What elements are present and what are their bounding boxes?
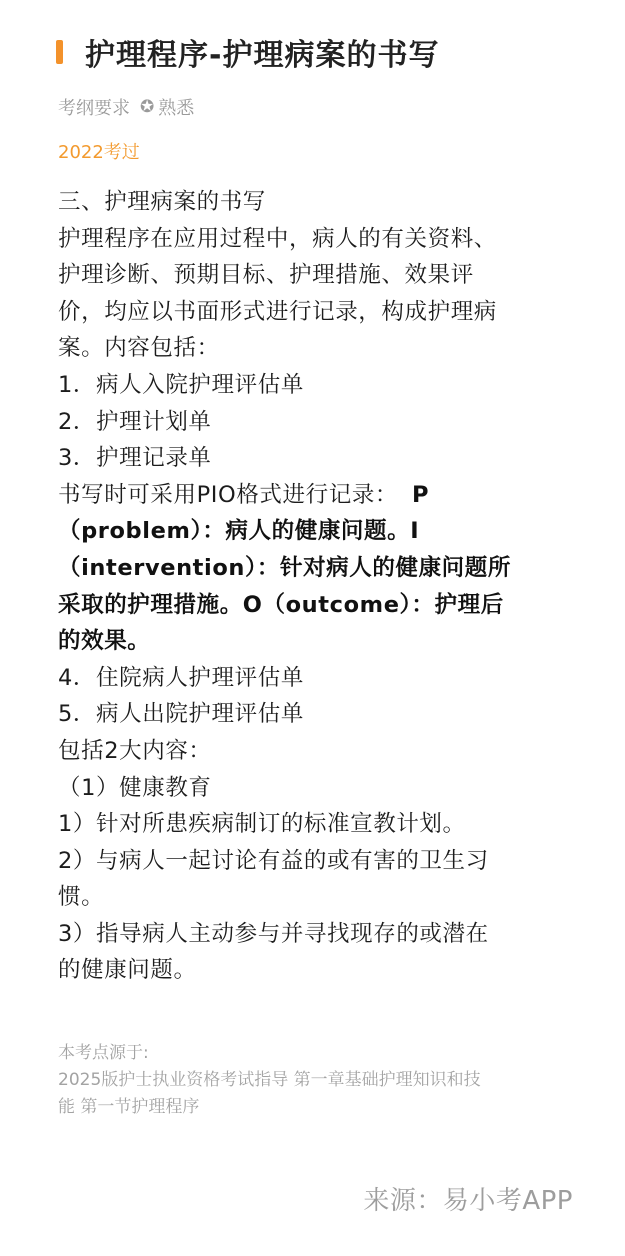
body-line-bold: 的效果。 (58, 628, 151, 655)
body-line: 1．病人入院护理评估单 (58, 371, 304, 398)
body-line: 1）针对所患疾病制订的标准宣教计划。 (58, 811, 466, 838)
source-reference-line[interactable]: 能 第一节护理程序 (58, 1097, 200, 1117)
pio-intro: 书写时可采用PIO格式进行记录： (58, 481, 399, 508)
body-line: 三、护理病案的书写 (58, 189, 266, 215)
title-accent-bar (56, 40, 63, 64)
body-line: 护理诊断、预期目标、护理措施、效果评 (58, 262, 474, 289)
body-line (58, 477, 578, 514)
source-watermark: 来源：易小考APP (363, 1186, 573, 1216)
page-title: 护理程序-护理病案的书写 (85, 38, 440, 73)
body-line: 惯。 (58, 884, 105, 911)
requirement-label: 考纲要求 (58, 98, 130, 119)
source-note (58, 1040, 588, 1121)
body-line-bold: 采取的护理措施。O（outcome）：护理后 (58, 591, 504, 618)
body-line: （1）健康教育 (58, 774, 212, 801)
body-line: 案。内容包括： (58, 335, 220, 362)
pio-p-label: P (412, 481, 430, 508)
body-line: 4．住院病人护理评估单 (58, 664, 304, 691)
requirement-level: 熟悉 (158, 98, 195, 119)
source-label: 本考点源于: (58, 1043, 149, 1063)
body-line: 3．护理记录单 (58, 445, 212, 472)
body-line: 3）指导病人主动参与并寻找现存的或潜在 (58, 920, 489, 947)
exam-tag: 2022考过 (58, 142, 140, 163)
source-reference-line[interactable]: 2025版护士执业资格考试指导 第一章基础护理知识和技 (58, 1070, 481, 1090)
requirement-row (58, 94, 194, 120)
body-line: 的健康问题。 (58, 957, 197, 984)
body-line: 2）与病人一起讨论有益的或有害的卫生习 (58, 847, 489, 874)
body-line: 5．病人出院护理评估单 (58, 701, 304, 728)
body-line-bold: （problem）：病人的健康问题。I (58, 518, 420, 545)
star-icon: ✪ (140, 96, 155, 117)
body-line-bold: （intervention）：针对病人的健康问题所 (58, 554, 511, 581)
body-line: 包括2大内容： (58, 737, 212, 764)
page-header (56, 30, 439, 74)
body-line: 2．护理计划单 (58, 408, 212, 435)
body-line: 护理程序在应用过程中，病人的有关资料、 (58, 225, 497, 252)
body-line: 价，均应以书面形式进行记录，构成护理病 (58, 298, 497, 325)
article-body (58, 184, 578, 989)
